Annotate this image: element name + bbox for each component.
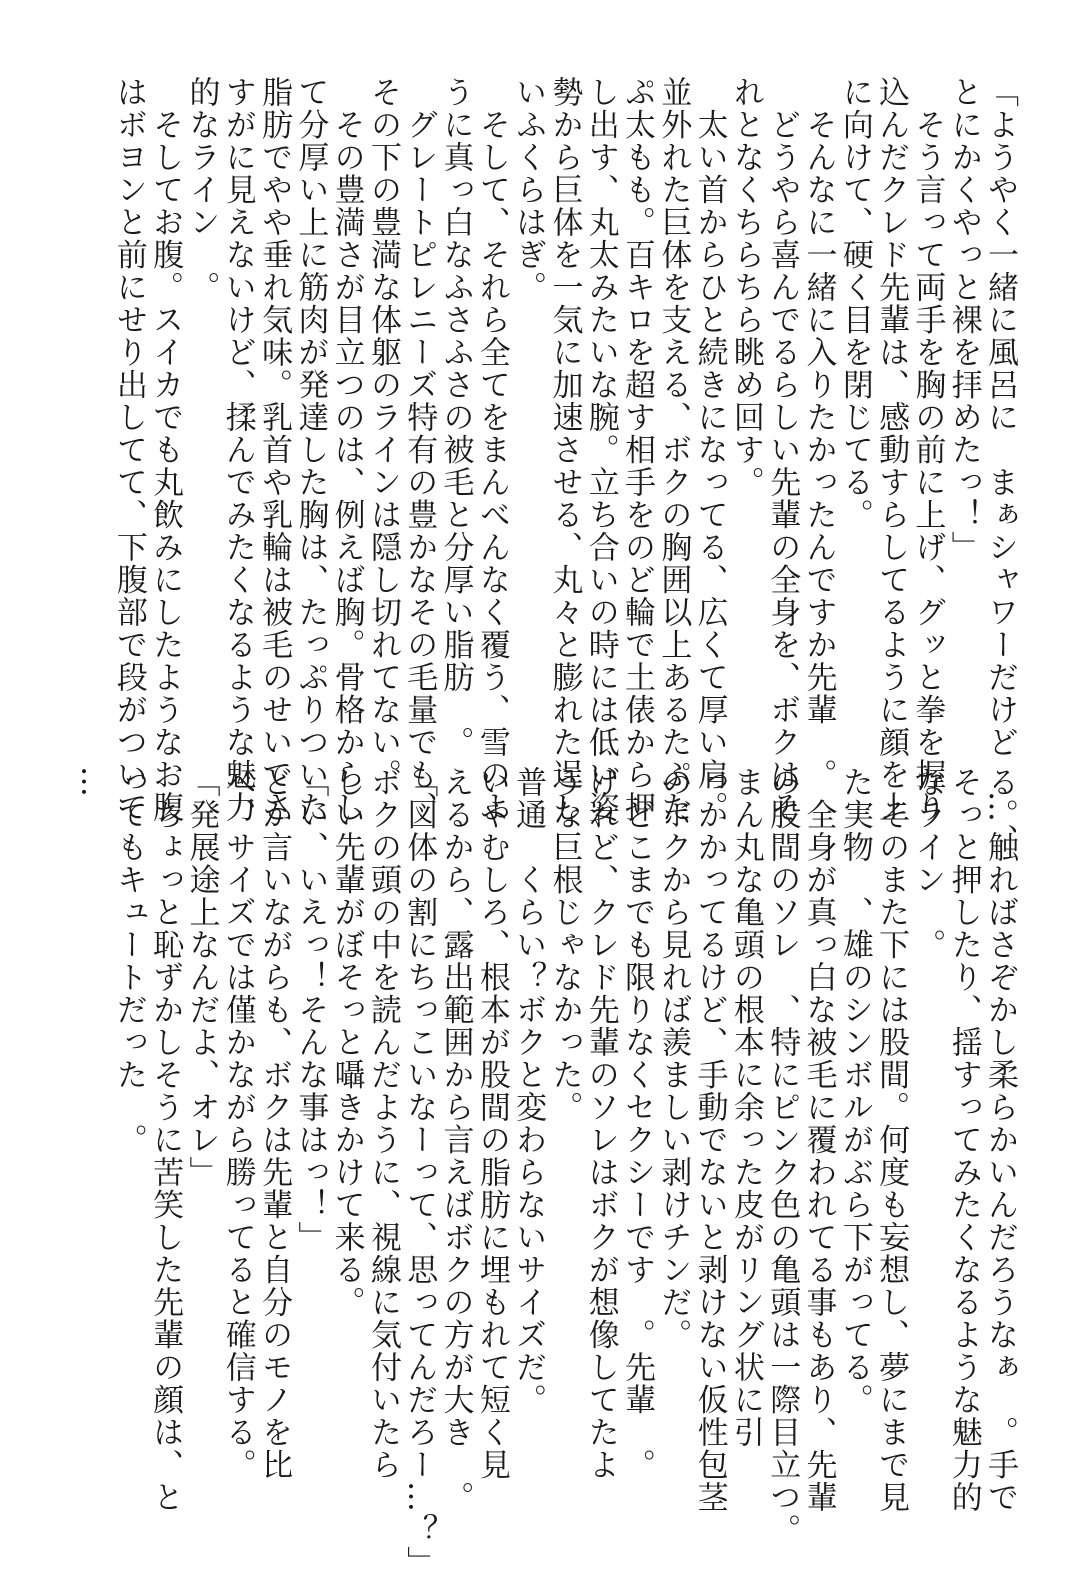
text-column: えるから、露出範囲から言えばボクの方が大き 。 (437, 766, 474, 1514)
text-column: すがに見えないけど、揉んでみたくなるような魅力 (219, 76, 256, 824)
text-column: 「い、いえっ！そんな事はっ！」 (292, 766, 329, 1254)
text-column: そしてお腹。スイカでも丸飲みにしたようなお腹 (147, 76, 184, 824)
text-column: た実物 、雄のシンボルがぶら下がってる。 (836, 766, 873, 1416)
text-column: 込んだクレド先輩は、感動すらしてるように顔を上 (873, 76, 910, 824)
text-column: れとなくちらちら眺め回す。 (727, 76, 764, 499)
text-column: 並外れた巨体を支える、ボクの胸囲以上あるたぷた (655, 76, 692, 824)
text-column: その下の豊満な体躯のラインは隠し切れてない。 (364, 76, 401, 791)
text-column: とにかくやっと裸を拝めたっ！」 (945, 76, 982, 564)
text-column: どこまでも限りなくセクシーです 。先輩 。 (619, 766, 656, 1481)
text-column: ボクの頭の中を読んだように、視線に気付いたら (364, 766, 401, 1481)
text-column: げれど、クレド先輩のソレはボクが想像してたよ (582, 766, 619, 1481)
text-column: そんなに一緒に入りたかったんですか先輩 。 (800, 76, 837, 791)
text-column: 「図体の割にちっこいなーって、思ってんだろー…？」 (401, 766, 438, 1579)
text-column: まん丸な亀頭の根本に余った皮がリング状に引 (727, 766, 764, 1449)
text-column: とか言いながらも、ボクは先輩と自分のモノを比 (256, 766, 293, 1481)
text-column: なライン 。 (909, 766, 946, 961)
text-column: る。触ればさぞかし柔らかいんだろうなぁ 。手で (982, 766, 1018, 1514)
text-column: そう言って両手を胸の前に上げ、グッと拳を握り (909, 76, 946, 824)
text-column: はボヨンと前にせり出してて、下腹部で段がついて (110, 76, 147, 824)
text-column: のボクから見れば羨ましい剥けチンだ。 (655, 766, 692, 1351)
lower-text-block (74, 766, 1018, 1579)
text-column: 普通 くらい？ボクと変わらないサイズだ。 (510, 766, 547, 1416)
text-column: 全身が真っ白な被毛に覆われてる事もあり、先輩 (800, 766, 837, 1514)
text-column: どうやら喜んでるらしい先輩の全身を、ボクはそ (764, 76, 801, 824)
text-column: ぷ太もも。百キロを超す相手をのど輪で土俵から押 (619, 76, 656, 824)
text-column: その豊満さが目立つのは、例えば胸。骨格からし (328, 76, 365, 824)
text-column: し出す、丸太みたいな腕。立ち合いの時には低い姿 (582, 76, 619, 824)
text-column: ってもキュートだった 。 (110, 766, 147, 1156)
text-column: 「発展途上なんだよ、オレ」 (183, 766, 220, 1189)
text-column: いふくらはぎ。 (510, 76, 547, 304)
text-column: に向けて、硬く目を閉じてる。 (836, 76, 873, 531)
text-column: しい先輩がぼそっと囁きかけて来る。 (328, 766, 365, 1319)
text-column: て分厚い上に筋肉が発達した胸は、たっぷりついた (292, 76, 329, 824)
upper-text-block (110, 76, 1018, 856)
text-column: 「ようやく一緒に風呂に まぁシャワーだけど …、 (982, 76, 1018, 856)
text-column: の股間のソレ 、特にピンク色の亀頭は一際目立つ。 (764, 766, 801, 1546)
text-column: そして、それら全てをまんべんなく覆う、雪のよ (473, 76, 510, 824)
text-column: うに真っ白なふさふさの被毛と分厚い脂肪 。 (437, 76, 474, 759)
text-column: っかかってるけど、手動でないと剥けない仮性包茎 (691, 766, 728, 1514)
text-column: そっと押したり、揺すってみたくなるような魅力的 (945, 766, 982, 1514)
text-column: グレートピレニーズ特有の豊かなその毛量でも、 (401, 76, 438, 824)
text-column: そのまた下には股間。何度も妄想し、夢にまで見 (873, 766, 910, 1514)
text-column: 脂肪でやや垂れ気味。乳首や乳輪は被毛のせいでさ (256, 76, 293, 824)
text-column: 勢から巨体を一気に加速させる、丸々と膨れた逞し (546, 76, 583, 824)
text-column: うな巨根じゃなかった。 (546, 766, 583, 1124)
text-column: ちょっと恥ずかしそうに苦笑した先輩の顔は、と (147, 766, 184, 1514)
text-column: … (74, 766, 111, 799)
text-column: いやむしろ、根本が股間の脂肪に埋もれて短く見 (473, 766, 510, 1481)
text-column: べ、サイズでは僅かながら勝ってると確信する。 (219, 766, 256, 1481)
text-column: 太い首からひと続きになってる、広くて厚い肩。 (691, 76, 728, 824)
text-column: 的なライン 。 (183, 76, 220, 304)
